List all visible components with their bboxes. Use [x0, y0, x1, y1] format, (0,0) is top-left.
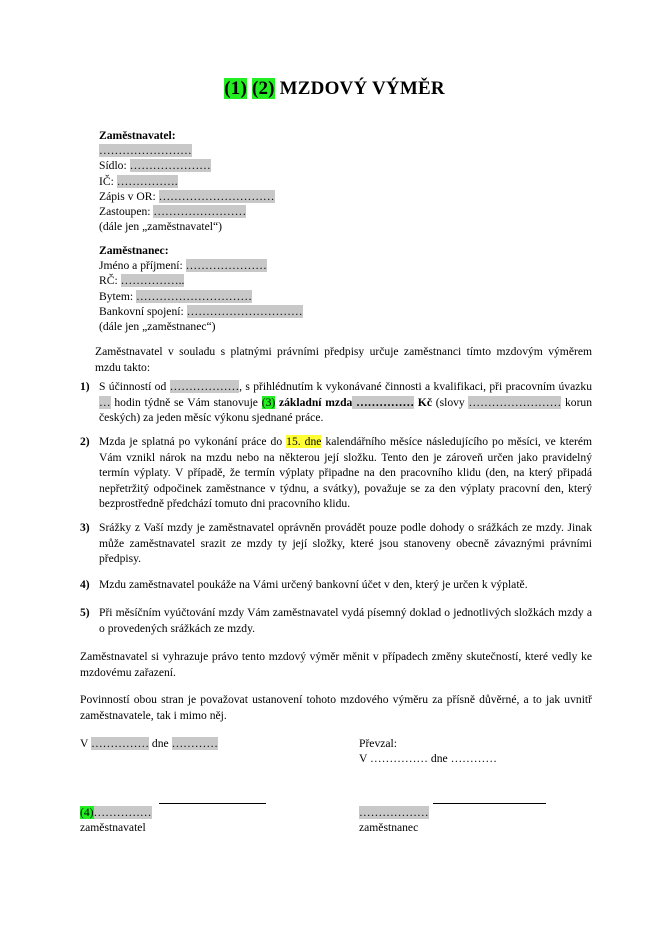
confidential-paragraph: Povinností obou stran je považovat ustanovení tohoto mzdového výměru za přísně důvěrné, a to jak uvnitř zaměstnavatele, tak i mimo něj.: [80, 693, 592, 722]
jmeno-label: Jméno a příjmení:: [99, 259, 186, 273]
zastoupen-label: Zastoupen:: [99, 205, 154, 219]
item1-text-e: korun českých) za jeden měsíc výkonu sjednané práce.: [99, 395, 593, 425]
employee-heading: Zaměstnanec:: [99, 244, 169, 257]
item2-text-a: Mzda je splatná po vykonání práce do: [99, 435, 287, 448]
zastoupen-field[interactable]: ……………………: [153, 205, 247, 219]
bytem-label: Bytem:: [99, 289, 137, 303]
zapis-field[interactable]: …………………………: [158, 189, 275, 203]
item2-text-b: kalendářního měsíce následujícího po měsíci, ve kterém Vám vznikl nárok na mzdu nebo na některou její složku. Tento den je zároveň určen jako pravidelný termín výplaty. V případě, že termín výplaty připadne na den pracovního klidu (den, na který připadá nepřetržitý odpočinek zaměstnance v týdnu, a svátky), považuje se za den výplaty pracovní den, který bezprostředně předchází tomuto dni pracovního klidu.: [99, 435, 592, 511]
item-number: 2): [80, 435, 90, 448]
item-number: 5): [80, 606, 90, 619]
place-field[interactable]: ……………: [91, 737, 150, 750]
item3-text: Srážky z Vaší mzdy je zaměstnavatel oprávněn provádět pouze podle dohody o srážkách ze mzdy. Jinak může zaměstnavatel srazit ze mzdy ty její složky, které jsou stanoveny obecně závaznými právními předpisy.: [99, 521, 592, 566]
placeholder-tag-4: (4): [80, 806, 94, 819]
received-place-date: V …………… dne …………: [359, 752, 497, 765]
item5-text: Při měsíčním vyúčtování mzdy Vám zaměstnavatel vydá písemný doklad o jednotlivých složkách mzdy a o provedených srážkách ze mzdy.: [99, 606, 592, 635]
placeholder-tag-3: (3): [261, 395, 276, 409]
ic-field[interactable]: …………….: [116, 174, 178, 188]
bank-field[interactable]: …………………………: [186, 304, 303, 318]
employee-label: zaměstnanec: [359, 821, 419, 834]
rc-label: RČ:: [99, 274, 121, 288]
employer-signature-field[interactable]: ……………: [93, 806, 152, 819]
employee-signature: [359, 805, 429, 820]
bank-label: Bankovní spojení:: [99, 304, 187, 318]
bytem-field[interactable]: …………………………: [136, 289, 252, 303]
employee-signature-field[interactable]: ………………: [359, 806, 429, 819]
placeholder-tag-2: (2): [251, 78, 275, 99]
place-prefix: V: [80, 737, 92, 750]
change-paragraph: Zaměstnavatel si vyhrazuje právo tento mzdový výměr měnit v případech změny skutečností, které vedly ke mzdovému zařazení.: [80, 650, 592, 679]
payday-highlight: 15. dne: [286, 435, 322, 448]
list-item-5: [80, 605, 592, 636]
base-salary-label: základní mzda: [275, 395, 353, 409]
item-number: 1): [80, 380, 90, 393]
rc-field[interactable]: ……………..: [120, 274, 185, 288]
date-field[interactable]: …………: [171, 737, 218, 750]
intro-paragraph: Zaměstnavatel v souladu s platnými právními předpisy určuje zaměstnanci tímto mzdovým výměrem mzdu takto:: [95, 345, 592, 374]
item-number: 4): [80, 578, 90, 591]
employer-ref: (dále jen „zaměstnavatel“): [99, 220, 222, 234]
hours-field[interactable]: …: [99, 395, 111, 409]
employer-signature-line: [159, 803, 266, 804]
employer-signature: [80, 805, 152, 820]
salary-amount-field[interactable]: ……………: [352, 395, 415, 409]
date-prefix: dne: [149, 737, 172, 750]
employer-heading: Zaměstnavatel:: [99, 129, 176, 142]
item1-text-a: S účinností od: [99, 380, 170, 393]
item4-text: Mzdu zaměstnavatel poukáže na Vámi určený bankovní účet v den, který je určen k výplatě.: [99, 578, 528, 591]
item1-text-d: (slovy: [431, 395, 469, 409]
effective-date-field[interactable]: ………………: [169, 380, 240, 393]
currency-label: Kč: [414, 395, 432, 409]
page-title: [0, 78, 669, 100]
employer-block: [99, 128, 275, 234]
employee-block: [99, 243, 303, 334]
item-number: 3): [80, 521, 90, 534]
title-text: MZDOVÝ VÝMĚR: [279, 78, 445, 99]
employee-ref: (dále jen „zaměstnanec“): [99, 320, 216, 334]
item1-text-c: hodin týdně se Vám stanovuje: [110, 395, 262, 409]
list-item-4: [80, 577, 592, 593]
sidlo-label: Sídlo:: [99, 159, 130, 173]
employer-label: zaměstnavatel: [80, 821, 146, 834]
place-date-left: [80, 736, 218, 751]
list-item-1: [80, 379, 592, 426]
placeholder-tag-1: (1): [224, 78, 247, 99]
jmeno-field[interactable]: …………………: [185, 259, 267, 273]
list-item-3: [80, 520, 592, 567]
item1-text-b: , s přihlédnutím k vykonávané činnosti a kvalifikaci, při pracovním úvazku: [239, 380, 592, 393]
employer-name-field[interactable]: ……………………: [99, 144, 192, 158]
zapis-label: Zápis v OR:: [99, 189, 159, 203]
ic-label: IČ:: [99, 174, 117, 188]
employee-signature-line: [433, 803, 546, 804]
received-label: Převzal:: [359, 737, 397, 750]
list-item-2: [80, 434, 592, 512]
salary-words-field[interactable]: ……………………: [468, 395, 562, 409]
sidlo-field[interactable]: …………………: [129, 159, 211, 173]
